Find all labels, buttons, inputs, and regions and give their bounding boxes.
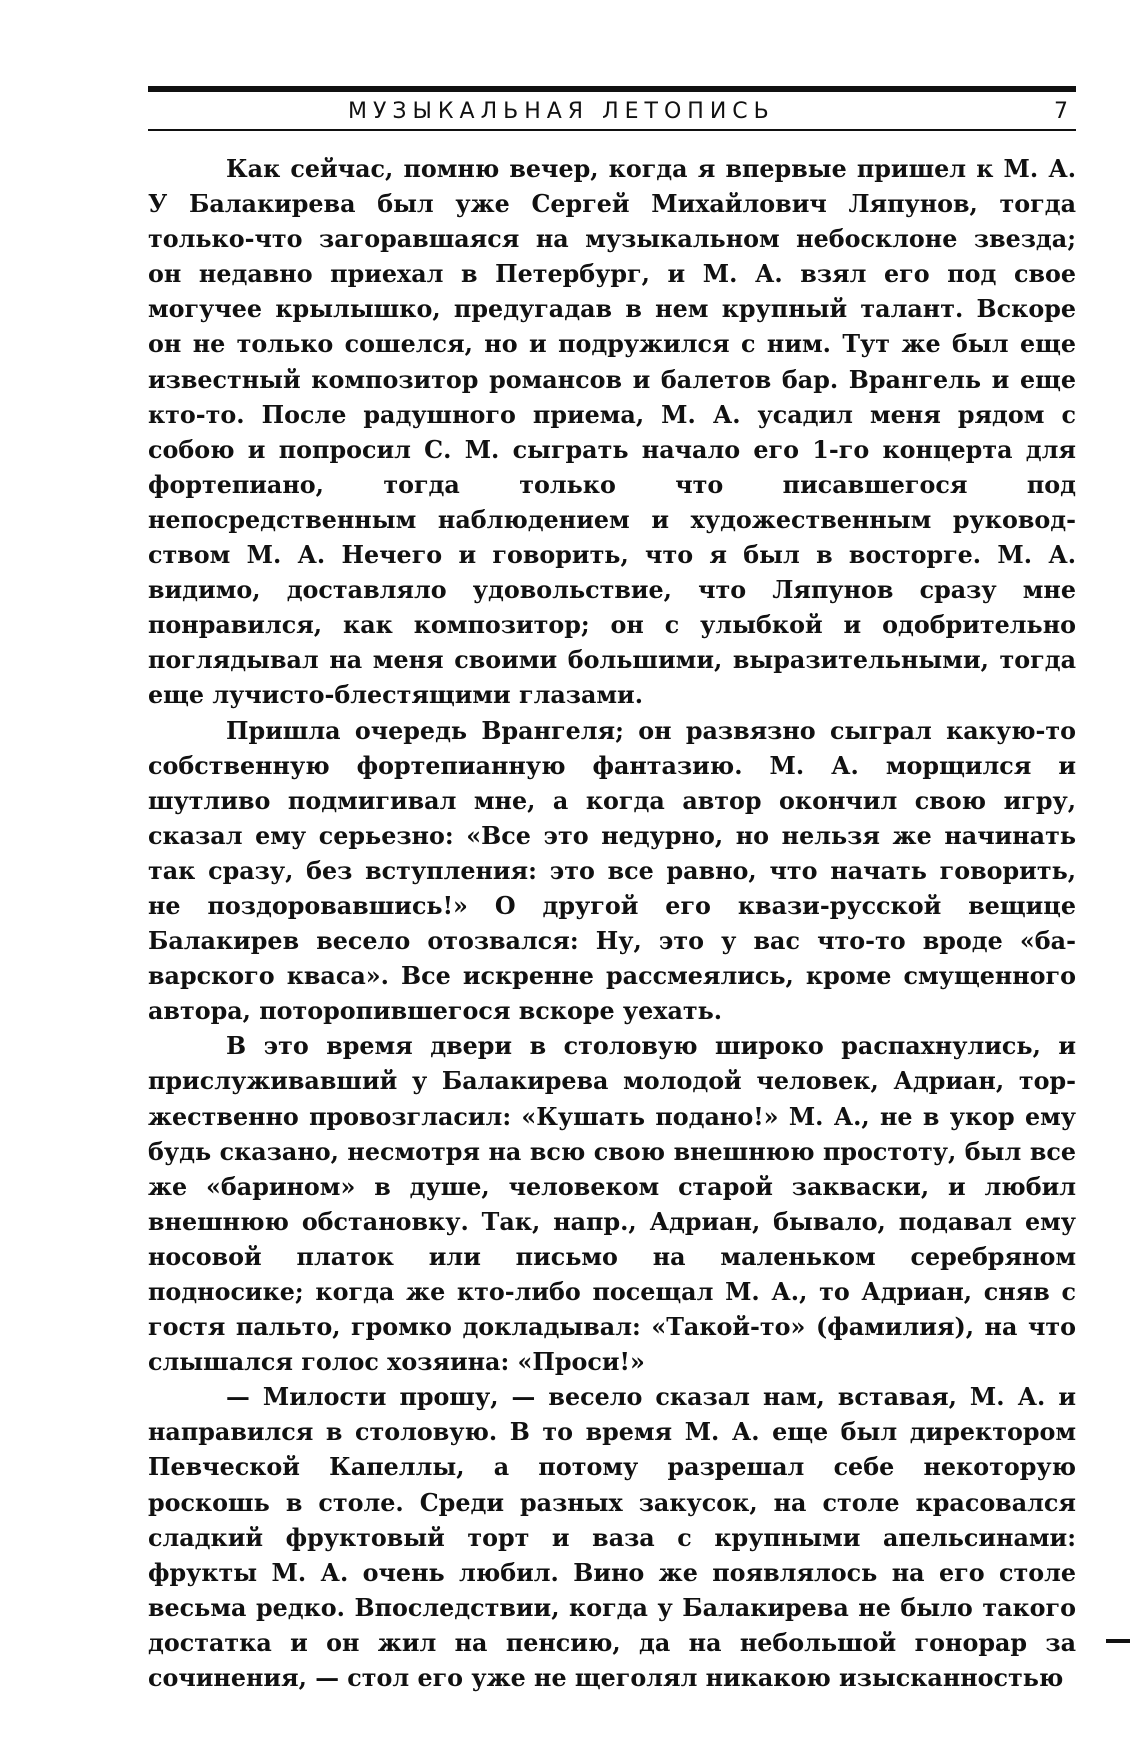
paragraph: В это время двери в столовую широко распахнулись, и прислуживавший у Балакирева молодой человек, Адриан, торжественно провозгласил: «Кушать подано!» М. А., не в укор ему будь сказано, несмотря на всю свою внешнюю простоту, был все же «барином» в душе, человеком старой закваски, и любил внешнюю обстановку. Так, напр., Адриан, бывало, подавал ему носовой платок или письмо на маленьком серебряном подносике; когда же кто-либо посещал М. А., то Адриан, сняв с гостя пальто, громко докладывал: «Такой-то» (фамилия), на что слышался голос хозяина: «Проси!» [148, 1032, 1076, 1377]
running-title: МУЗЫКАЛЬНАЯ ЛЕТОПИСЬ [348, 99, 775, 124]
header-rule-thin [148, 129, 1076, 131]
running-head [148, 98, 1076, 126]
paragraph: Пришла очередь Врангеля; он развязно сыграл какую-то собственную фортепианную фантазию. М. А. морщился и шутливо подмигивал мне, а когда автор окончил свою игру, сказал ему серьезно: «Все это недурно, но нельзя же начинать так сразу, без вступления: это все равно, что начать говорить, не поздоровавшись!» О другой его квази-русской вещице Балакирев весело отозвался: Ну, это у вас что-то вроде «баварского кваса». Все искренне рассмеялись, кроме смущенного автора, поторопившегося вскоре уехать. [148, 716, 1076, 1026]
margin-dash-mark [1106, 1639, 1130, 1643]
body-text [148, 152, 1076, 1696]
page-number: 7 [1054, 99, 1068, 124]
header-rule-thick [148, 86, 1076, 92]
paragraph: Как сейчас, помню вечер, когда я впервые пришел к М. А. У Балакирева был уже Сергей Михайлович Ляпунов, тогда только-что загоравшаяся на музыкальном небосклоне звезда; он недавно приехал в Петербург, и М. А. взял его под свое могучее крылышко, предугадав в нем крупный талант. Вскоре он не только сошелся, но и подружился с ним. Тут же был еще известный композитор романсов и балетов бар. Врангель и еще кто-то. После радушного приема, М. А. усадил меня рядом с собою и попросил С. М. сыграть начало его 1-го концерта для фортепиано, тогда только что писавшегося под непосредственным наблюдением и художественным руководством М. А. Нечего и говорить, что я был в восторге. М. А. видимо, доставляло удовольствие, что Ляпунов сразу мне понравился, как композитор; он с улыбкой и одобрительно поглядывал на меня своими большими, выразительными, тогда еще лучисто-блестящими глазами. [148, 155, 1076, 710]
paragraph: — Милости прошу, — весело сказал нам, вставая, М. А. и направился в столовую. В то время М. А. еще был директором Певческой Капеллы, а потому разрешал себе некоторую роскошь в столе. Среди разных закусок, на столе красовался сладкий фруктовый торт и ваза с крупными апельсинами: фрукты М. А. очень любил. Вино же появлялось на его столе весьма редко. Впоследствии, когда у Балакирева не было такого достатка и он жил на пенсию, да на небольшой гонорар за сочинения, — стол его уже не щеголял никакою изысканностью [148, 1383, 1076, 1693]
